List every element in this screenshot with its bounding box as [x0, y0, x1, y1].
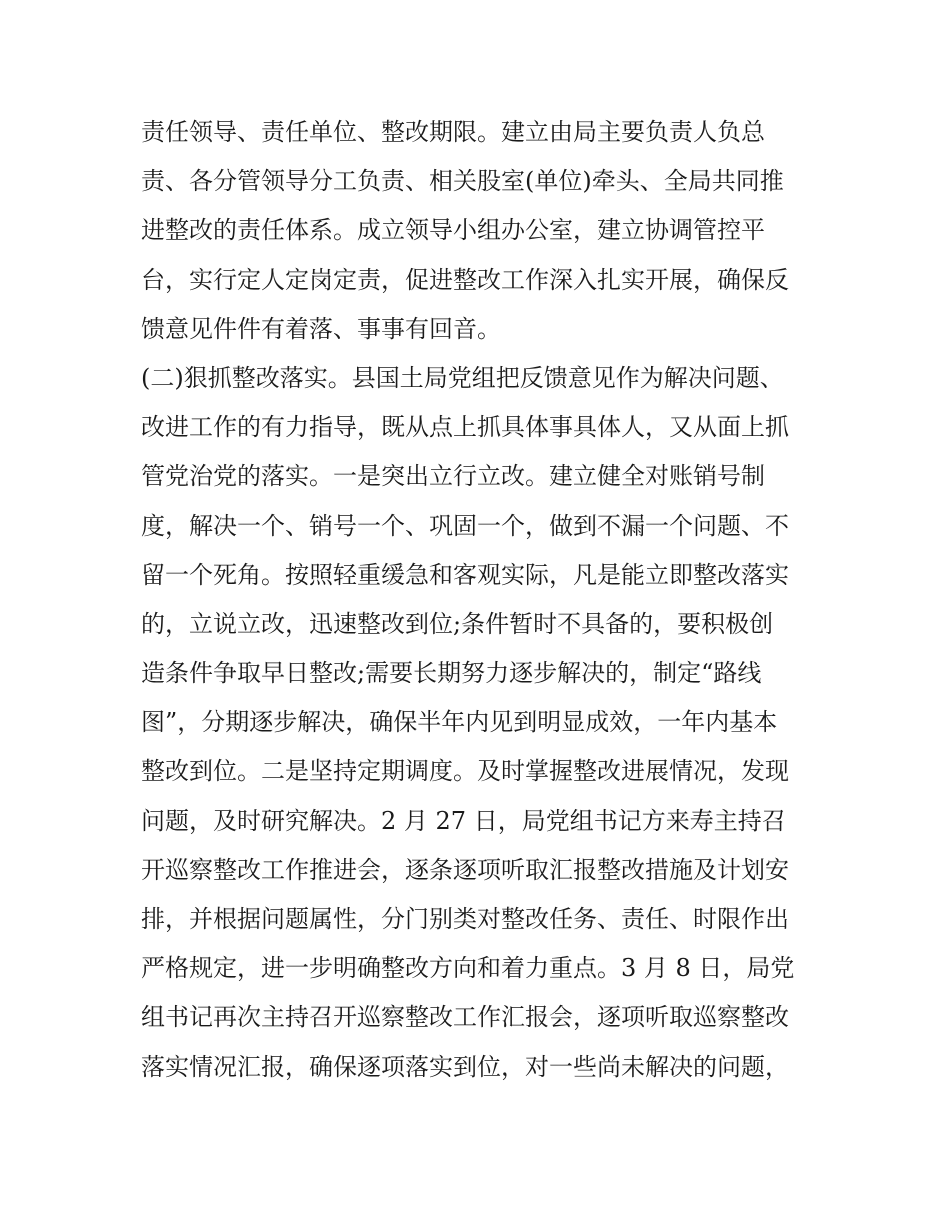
text-line: 开巡察整改工作推进会，逐条逐项听取汇报整改措施及计划安 — [141, 855, 789, 884]
body-text — [141, 108, 821, 1092]
text-line: 严格规定，进一步明确整改方向和着力重点。3 月 8 日，局党 — [141, 954, 795, 983]
text-line: 责任领导、责任单位、整改期限。建立由局主要负责人负总 — [141, 118, 765, 146]
text-line: 度，解决一个、销号一个、巩固一个，做到不漏一个问题、不 — [141, 511, 789, 540]
text-line: 组书记再次主持召开巡察整改工作汇报会，逐项听取巡察整改 — [141, 1003, 789, 1032]
text-line: 进整改的责任体系。成立领导小组办公室，建立协调管控平 — [141, 216, 765, 245]
text-line: 整改到位。二是坚持定期调度。及时掌握整改进展情况，发现 — [141, 757, 789, 786]
text-line: 责、各分管领导分工负责、相关股室(单位)牵头、全局共同推 — [141, 167, 784, 196]
text-line: 落实情况汇报，确保逐项落实到位，对一些尚未解决的问题， — [141, 1052, 789, 1081]
text-line: 排，并根据问题属性，分门别类对整改任务、责任、时限作出 — [141, 905, 789, 933]
text-line: 问题，及时研究解决。2 月 27 日，局党组书记方来寿主持召 — [141, 806, 786, 835]
text-line: 改进工作的有力指导，既从点上抓具体事具体人，又从面上抓 — [141, 413, 789, 442]
text-line: 管党治党的落实。一是突出立行立改。建立健全对账销号制 — [141, 462, 765, 491]
text-line: 图”，分期逐步解决，确保半年内见到明显成效，一年内基本 — [141, 708, 778, 737]
section-heading-line: (二)狠抓整改落实。县国土局党组把反馈意见作为解决问题、 — [141, 363, 784, 392]
text-line: 留一个死角。按照轻重缓急和客观实际，凡是能立即整改落实 — [141, 560, 789, 589]
text-line: 的，立说立改，迅速整改到位;条件暂时不具备的，要积极创 — [141, 609, 774, 638]
text-line: 台，实行定人定岗定责，促进整改工作深入扎实开展，确保反 — [141, 265, 789, 294]
text-line: 馈意见件件有着落、事事有回音。 — [141, 314, 501, 343]
text-line: 造条件争取早日整改;需要长期努力逐步解决的，制定“路线 — [141, 659, 762, 688]
